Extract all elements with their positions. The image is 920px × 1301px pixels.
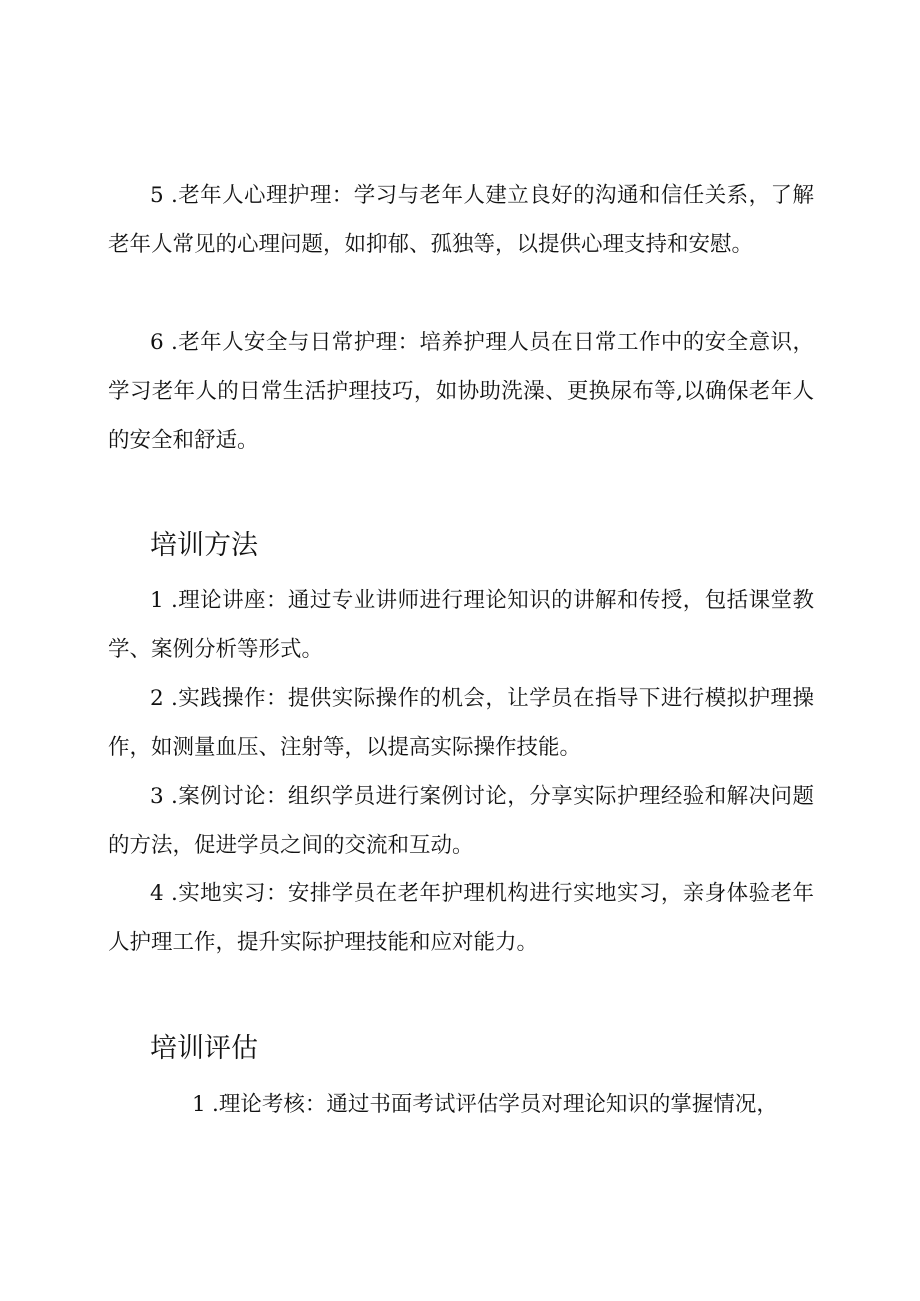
section-heading-methods: 培训方法: [150, 530, 258, 561]
item-number: 5: [150, 183, 164, 208]
item-number: 1: [192, 1092, 206, 1117]
item-text: .理论讲座：通过专业讲师进行理论知识的讲解和传授，包括课堂教学、案例分析等形式。: [108, 588, 814, 662]
item-text: .案例讨论：组织学员进行案例讨论，分享实际护理经验和解决问题的方法，促进学员之间的交流和互动。: [108, 784, 814, 858]
list-item: [108, 318, 814, 465]
list-item: [108, 576, 814, 674]
list-item: [108, 772, 814, 870]
item-number: 3: [150, 784, 164, 809]
section-heading-evaluation: 培训评估: [150, 1033, 258, 1064]
item-number: 2: [150, 686, 164, 711]
item-text: .老年人心理护理：学习与老年人建立良好的沟通和信任关系，了解老年人常见的心理问题，如抑郁、孤独等，以提供心理支持和安慰。: [108, 183, 814, 257]
list-item: [108, 1080, 814, 1129]
item-number: 1: [150, 588, 164, 613]
item-text: .实践操作：提供实际操作的机会，让学员在指导下进行模拟护理操作，如测量血压、注射等，以提高实际操作技能。: [108, 686, 814, 760]
list-item: [108, 674, 814, 772]
list-item: [108, 869, 814, 967]
list-item: [108, 171, 814, 269]
item-number: 4: [150, 881, 164, 906]
item-number: 6: [150, 330, 164, 355]
item-text: .老年人安全与日常护理：培养护理人员在日常工作中的安全意识，学习老年人的日常生活护理技巧，如协助洗澡、更换尿布等,以确保老年人的安全和舒适。: [108, 330, 814, 453]
item-text: .实地实习：安排学员在老年护理机构进行实地实习，亲身体验老年人护理工作，提升实际护理技能和应对能力。: [108, 881, 814, 955]
item-text: .理论考核：通过书面考试评估学员对理论知识的掌握情况，: [212, 1092, 778, 1117]
